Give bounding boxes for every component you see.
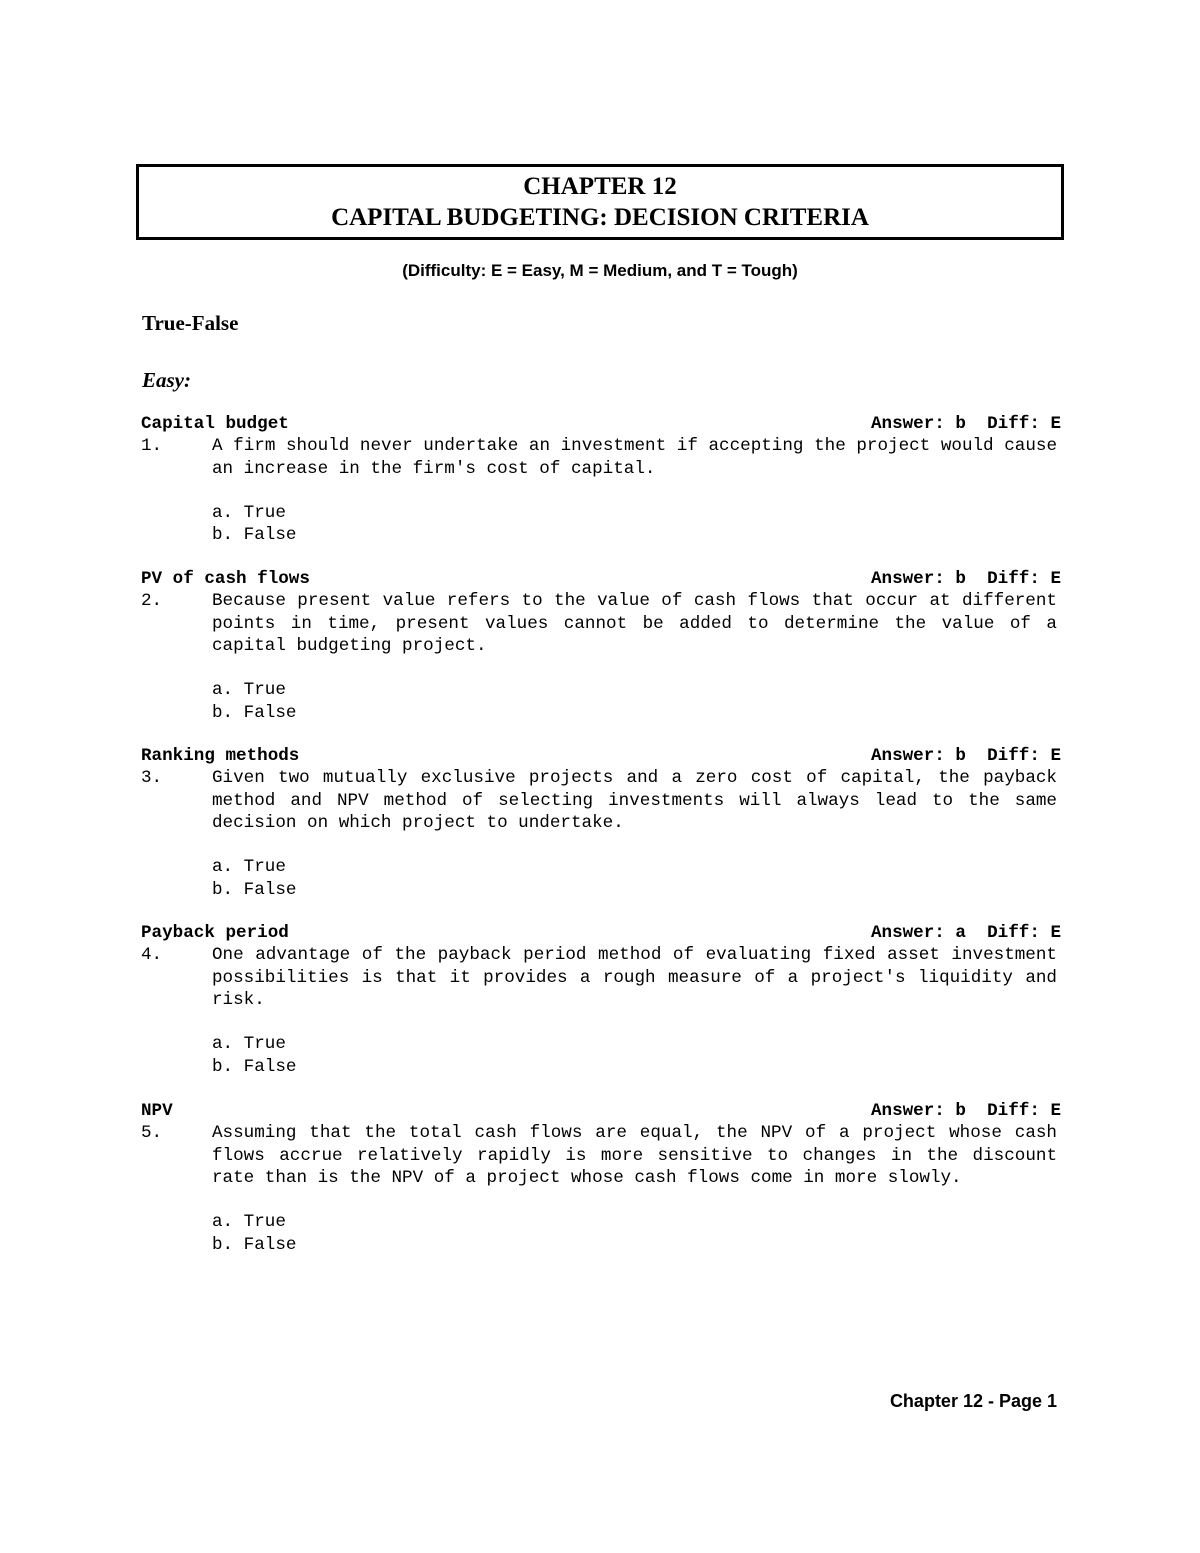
question-number: 3. xyxy=(141,768,163,789)
page-footer: Chapter 12 - Page 1 xyxy=(889,1391,1057,1411)
option-false[interactable]: b. False xyxy=(212,1056,297,1077)
question-topic: NPV xyxy=(141,1101,173,1121)
section-title: True-False xyxy=(142,311,239,335)
question-topic: Ranking methods xyxy=(141,746,300,766)
question-text: One advantage of the payback period method of evaluating fixed asset investment possibilities is that it provides a rough measure of a project's liquidity and risk. xyxy=(212,945,1057,1010)
answer-options xyxy=(212,502,1061,547)
difficulty-note: (Difficulty: E = Easy, M = Medium, and T = Tough) xyxy=(402,261,798,280)
question-text: Assuming that the total cash flows are equal, the NPV of a project whose cash flows accrue relatively rapidly is more sensitive to changes in the discount rate than is the NPV of a project whose cash flows come in more slowly. xyxy=(212,1123,1057,1188)
answer-difficulty: Answer: b Diff: E xyxy=(870,569,1061,589)
question-2 xyxy=(141,568,1061,724)
question-topic: PV of cash flows xyxy=(141,569,310,589)
question-number: 5. xyxy=(141,1123,163,1144)
option-true[interactable]: a. True xyxy=(212,1034,286,1055)
question-topic: Capital budget xyxy=(141,414,289,434)
question-number: 1. xyxy=(141,436,163,457)
answer-difficulty: Answer: b Diff: E xyxy=(870,1101,1061,1121)
question-topic: Payback period xyxy=(141,923,289,943)
chapter-title-box xyxy=(136,164,1064,240)
answer-difficulty: Answer: a Diff: E xyxy=(870,923,1061,943)
option-false[interactable]: b. False xyxy=(212,879,297,900)
question-5 xyxy=(141,1100,1061,1256)
option-false[interactable]: b. False xyxy=(212,525,297,546)
subsection-title: Easy: xyxy=(142,368,191,392)
answer-options xyxy=(212,1211,1061,1256)
question-number: 2. xyxy=(141,591,163,612)
chapter-number: CHAPTER 12 xyxy=(523,173,677,200)
question-number: 4. xyxy=(141,945,163,966)
question-3 xyxy=(141,745,1061,901)
chapter-title: CAPITAL BUDGETING: DECISION CRITERIA xyxy=(331,204,869,231)
option-false[interactable]: b. False xyxy=(212,702,297,723)
question-1 xyxy=(141,413,1061,547)
question-text: Given two mutually exclusive projects and a zero cost of capital, the payback method and NPV method of selecting investments will always lead to the same decision on which project to undertake. xyxy=(212,768,1057,833)
option-false[interactable]: b. False xyxy=(212,1234,297,1255)
answer-difficulty: Answer: b Diff: E xyxy=(870,414,1061,434)
answer-options xyxy=(212,1033,1061,1078)
answer-options xyxy=(212,856,1061,901)
question-4 xyxy=(141,922,1061,1078)
option-true[interactable]: a. True xyxy=(212,857,286,878)
question-text: Because present value refers to the value of cash flows that occur at different points in time, present values cannot be added to determine the value of a capital budgeting project. xyxy=(212,591,1057,656)
option-true[interactable]: a. True xyxy=(212,1212,286,1233)
question-text: A firm should never undertake an investment if accepting the project would cause an increase in the firm's cost of capital. xyxy=(212,436,1057,479)
answer-options xyxy=(212,679,1061,724)
option-true[interactable]: a. True xyxy=(212,680,286,701)
option-true[interactable]: a. True xyxy=(212,503,286,524)
answer-difficulty: Answer: b Diff: E xyxy=(870,746,1061,766)
